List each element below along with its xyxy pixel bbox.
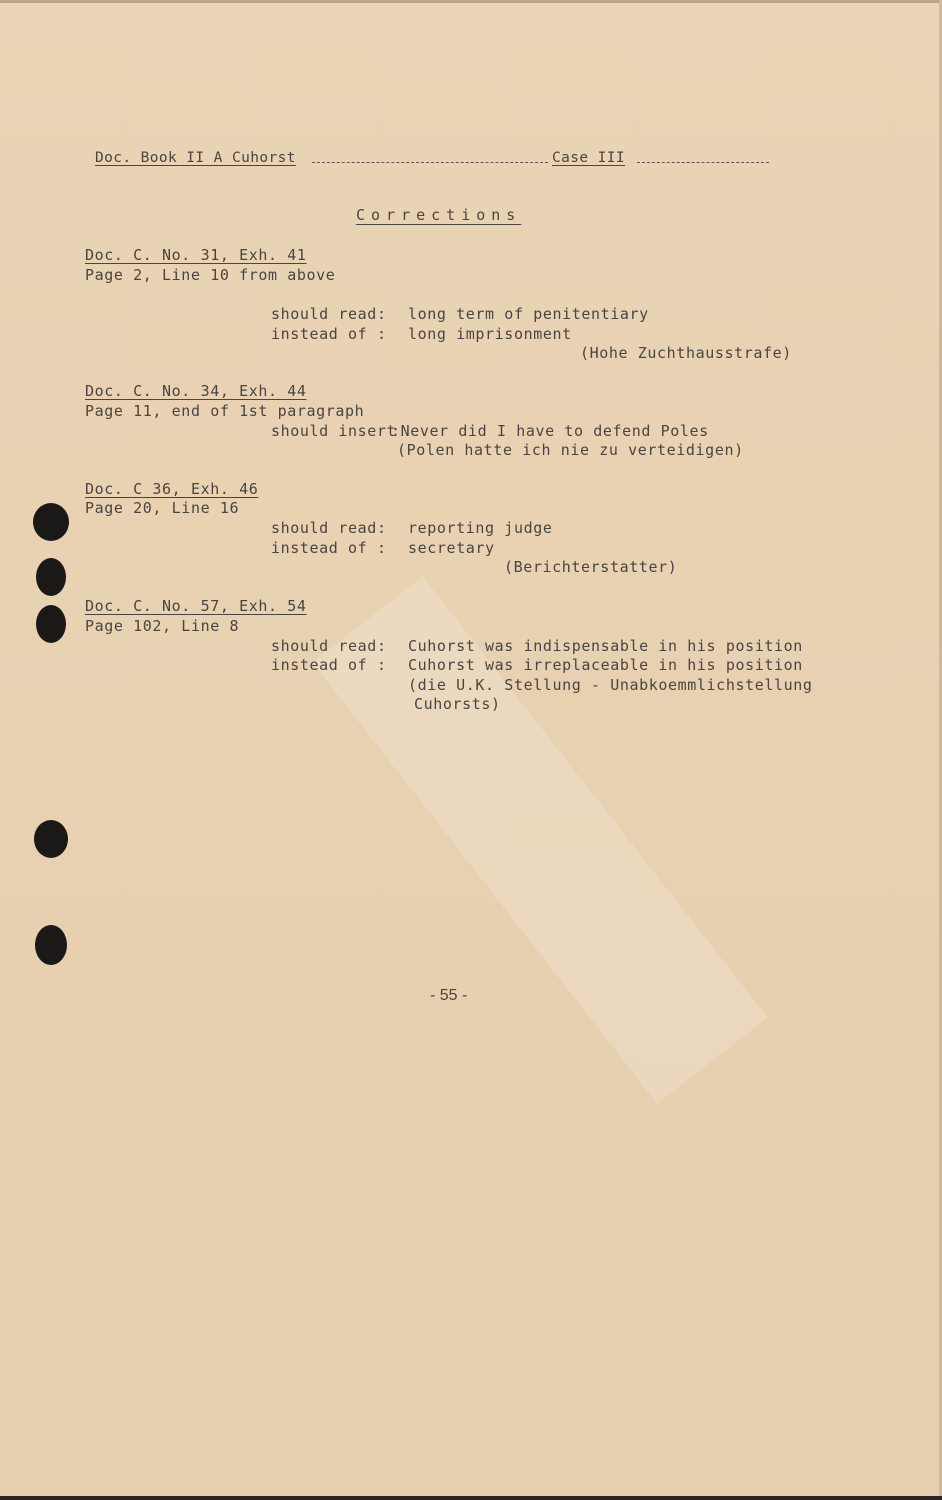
correction-text: long imprisonment <box>408 325 572 343</box>
punch-hole <box>35 925 67 965</box>
german-original-continued: Cuhorsts) <box>414 695 501 713</box>
correction-text: Cuhorst was indispensable in his position <box>408 637 803 655</box>
correction-label: should read: <box>271 305 387 323</box>
entry-reference: Doc. C. No. 57, Exh. 54 <box>85 597 307 615</box>
correction-label: should read: <box>271 519 387 537</box>
page-title: Corrections <box>356 206 522 224</box>
header-dashes <box>312 162 548 164</box>
correction-label: should insert <box>271 422 397 440</box>
entry-reference: Doc. C. No. 31, Exh. 41 <box>85 246 307 264</box>
page-edge-bottom <box>0 1496 942 1500</box>
correction-text: reporting judge <box>408 519 553 537</box>
german-original: (Hohe Zuchthausstrafe) <box>580 344 792 362</box>
german-original: (Berichterstatter) <box>504 558 678 576</box>
header-dashes <box>637 162 769 164</box>
doc-book-label: Doc. Book II A Cuhorst <box>95 150 296 166</box>
punch-hole <box>36 558 66 596</box>
correction-text: secretary <box>408 539 495 557</box>
punch-hole <box>34 820 68 858</box>
punch-hole <box>36 605 66 643</box>
correction-label: instead of : <box>271 656 387 674</box>
correction-text: :Never did I have to defend Poles <box>391 422 709 440</box>
german-original: (die U.K. Stellung - Unabkoemmlichstellung <box>408 676 813 694</box>
entry-reference: Doc. C. No. 34, Exh. 44 <box>85 382 307 400</box>
correction-label: instead of : <box>271 539 387 557</box>
page-number: - 55 - <box>430 987 468 1004</box>
german-original: (Polen hatte ich nie zu verteidigen) <box>397 441 744 459</box>
correction-text: long term of penitentiary <box>408 305 649 323</box>
entry-location: Page 102, Line 8 <box>85 617 240 635</box>
entry-reference: Doc. C 36, Exh. 46 <box>85 480 259 498</box>
correction-label: instead of : <box>271 325 387 343</box>
case-label: Case III <box>552 150 626 166</box>
page-edge-top <box>0 0 942 3</box>
punch-hole <box>33 503 69 541</box>
correction-text: Cuhorst was irreplaceable in his position <box>408 656 803 674</box>
entry-location: Page 20, Line 16 <box>85 499 240 517</box>
entry-location: Page 2, Line 10 from above <box>85 266 336 284</box>
correction-label: should read: <box>271 637 387 655</box>
entry-location: Page 11, end of 1st paragraph <box>85 402 365 420</box>
